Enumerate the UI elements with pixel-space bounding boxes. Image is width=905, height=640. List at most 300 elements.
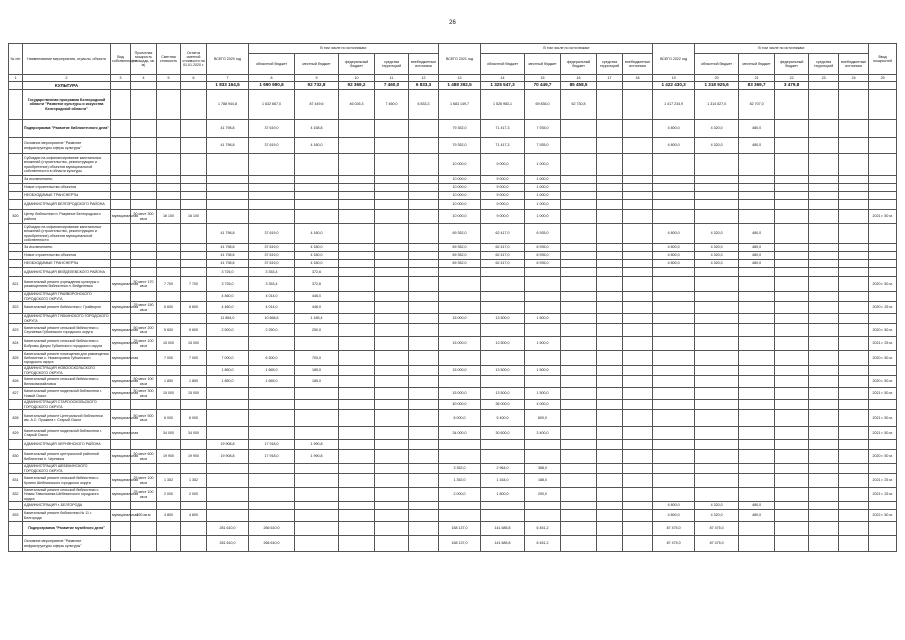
table-cell: 446,0 [295,292,339,302]
table-cell [111,292,131,302]
table-cell: 158 137,0 [439,522,481,536]
table-cell: 50 мест 300 кв.м [131,388,157,400]
table-cell [9,200,23,210]
table-cell: 87 475,0 [695,536,739,552]
table-cell [9,176,23,184]
table-cell [561,427,597,440]
table-cell [739,410,775,427]
table-cell [739,277,775,292]
table-cell: 5 400,0 [481,410,525,427]
table-cell [775,224,809,244]
table-cell [339,376,375,388]
row-name-cell: АДМИНИСТРАЦИЯ ШЕБЕКИНСКОГО ГОРОДСКОГО ОКРУГА [23,464,111,474]
table-cell [597,324,623,337]
table-cell [839,244,869,252]
table-cell [9,224,23,244]
table-cell [481,324,525,337]
table-cell: 185,0 [295,366,339,376]
table-cell: 5 600 [157,324,181,337]
table-cell [111,400,131,410]
table-cell [775,200,809,210]
table-cell [839,277,869,292]
table-cell [561,210,597,224]
table-cell: 6 935,0 [525,224,561,244]
table-cell: 9 000,0 [481,210,525,224]
table-cell [295,154,339,176]
table-cell [339,337,375,351]
table-cell [623,200,653,210]
column-number: 25 [869,75,897,82]
table-cell [809,252,839,260]
table-cell [157,314,181,324]
table-cell: 480,0 [739,224,775,244]
table-cell: 2 000,0 [439,488,481,502]
table-cell: 2021 г. 25 м. [869,488,897,502]
table-cell [597,90,623,120]
table-cell [597,224,623,244]
table-cell [561,488,597,502]
table-cell [111,522,131,536]
table-cell [207,154,249,176]
table-cell [409,510,439,522]
table-cell [695,400,739,410]
table-cell [623,268,653,277]
table-cell [111,268,131,277]
table-cell [409,337,439,351]
table-cell [9,464,23,474]
table-cell [339,260,375,268]
table-cell [809,210,839,224]
table-cell [809,324,839,337]
table-cell [181,200,207,210]
table-cell [295,200,339,210]
row-name-cell: Центр библиотеки п. Разумное Белгородского района [23,210,111,224]
table-cell [775,388,809,400]
table-cell [839,376,869,388]
table-row [9,302,897,314]
table-cell [157,82,181,90]
table-row [9,366,897,376]
table-cell [869,440,897,450]
table-cell [111,120,131,138]
table-cell [339,138,375,154]
table-cell: 10 668,6 [249,314,295,324]
table-cell: 19 908,8 [207,440,249,450]
column-number: 23 [809,75,839,82]
table-cell [561,138,597,154]
table-cell [623,184,653,192]
table-cell: 9 000,0 [481,176,525,184]
table-cell [409,400,439,410]
table-cell [525,277,561,292]
table-cell [375,277,409,292]
table-cell: 2 964,0 [481,464,525,474]
table-cell: 1 500,0 [525,388,561,400]
table-cell [597,536,623,552]
table-cell: 82 707,0 [739,90,775,120]
table-cell [653,400,695,410]
table-cell: 141 685,8 [481,522,525,536]
table-cell: 826 [9,376,23,388]
table-cell [561,184,597,192]
table-cell [597,252,623,260]
table-cell [775,427,809,440]
table-cell [339,502,375,510]
table-cell [375,488,409,502]
table-cell [597,464,623,474]
table-cell [839,176,869,184]
table-row [9,536,897,552]
table-cell [249,502,295,510]
table-cell: 158 137,0 [439,536,481,552]
table-cell [597,200,623,210]
column-number: 1 [9,75,23,82]
table-cell [775,510,809,522]
table-cell: 388,0 [525,464,561,474]
table-cell: 69 352,0 [439,224,481,244]
table-cell [375,522,409,536]
table-cell [339,366,375,376]
column-header: Остаток сметной стоимости на 01.01.2020 г. [181,44,207,75]
table-cell [409,260,439,268]
table-cell: 37 619,0 [249,138,295,154]
table-cell: 1 526 983,1 [481,90,525,120]
table-cell [295,184,339,192]
table-cell [695,210,739,224]
table-cell [439,292,481,302]
table-row [9,427,897,440]
table-cell [131,314,157,324]
table-cell: 37 619,0 [249,120,295,138]
table-cell [409,277,439,292]
table-cell [839,260,869,268]
table-cell [525,268,561,277]
table-cell: 266 610,0 [249,536,295,552]
table-cell [111,536,131,552]
table-cell: 2021 г. 50 м. [869,388,897,400]
table-cell: 2020 г. 50 м. [869,376,897,388]
table-cell: 19 900 [157,450,181,464]
table-cell: 250,0 [295,324,339,337]
table-cell: 1 850,0 [207,366,249,376]
table-row [9,210,897,224]
table-cell: 7 000,0 [207,351,249,366]
table-cell [181,400,207,410]
table-cell: 4 320,0 [695,502,739,510]
table-cell [339,440,375,450]
table-cell [111,314,131,324]
table-cell [375,427,409,440]
table-cell: 7 935,0 [525,120,561,138]
table-cell [653,176,695,184]
table-cell: 15 000 [157,337,181,351]
table-cell [207,510,249,522]
table-cell [339,154,375,176]
table-cell [597,440,623,450]
table-cell [295,410,339,427]
table-cell [775,410,809,427]
table-cell [181,522,207,536]
table-cell: 37 619,0 [249,224,295,244]
table-cell [623,410,653,427]
table-cell [409,252,439,260]
column-header: федеральный бюджет [775,54,809,75]
table-cell: 3 352,0 [439,464,481,474]
table-cell [623,388,653,400]
table-cell [375,536,409,552]
table-cell [695,488,739,502]
table-cell [739,324,775,337]
table-cell [9,244,23,252]
table-cell: 7 000 [157,351,181,366]
table-cell: 2021 г. 50 м. [869,427,897,440]
row-name-cell: АДМИНИСТРАЦИЯ г. БЕЛГОРОДА [23,502,111,510]
table-cell [181,260,207,268]
table-cell [775,292,809,302]
table-cell [809,522,839,536]
table-cell [623,450,653,464]
table-cell [597,82,623,90]
table-cell [775,488,809,502]
table-cell [409,244,439,252]
table-cell: 6 300,0 [249,351,295,366]
table-cell: 6 451,2 [525,536,561,552]
table-cell [181,366,207,376]
table-cell [869,184,897,192]
column-header: Вид собственности [111,44,131,75]
table-cell [739,464,775,474]
table-cell [839,366,869,376]
column-number: 5 [157,75,181,82]
table-row [9,410,897,427]
table-cell: 17 918,0 [249,440,295,450]
table-cell [9,536,23,552]
table-cell [739,351,775,366]
row-name-cell: АДМИНИСТРАЦИЯ СТАРООСКОЛЬСКОГО ГОРОДСКОГО ОКРУГА [23,400,111,410]
table-cell [157,260,181,268]
table-cell [561,224,597,244]
table-cell [131,184,157,192]
table-cell: 10 000,0 [439,200,481,210]
row-name-cell: Капитальный ремонт учреждения культуры с размещением библиотеки п. Вейделевка [23,277,111,292]
table-cell [409,138,439,154]
column-number: 2 [23,75,111,82]
table-cell [481,292,525,302]
table-cell [439,502,481,510]
table-cell [375,210,409,224]
table-row [9,277,897,292]
table-cell [525,324,561,337]
row-name-cell: Основное мероприятие "Развитие инфраструктуры сферы культуры" [23,138,111,154]
table-cell [481,440,525,450]
table-cell [207,337,249,351]
table-cell: 37 619,0 [249,244,295,252]
table-cell [869,400,897,410]
row-name-cell: Капитальный ремонт сельской библиотеки с. Новая Таволжанка Шебекинского городского округа [23,488,111,502]
table-cell: 10 000,0 [439,154,481,176]
table-cell: 6 000 [157,410,181,427]
table-row [9,260,897,268]
table-cell [775,351,809,366]
table-cell: 41 798,8 [207,120,249,138]
table-cell: 30 600,0 [481,427,525,440]
table-cell: 25 мест 100 кв.м [131,337,157,351]
table-cell [295,176,339,184]
table-cell [409,120,439,138]
table-cell: 36 000,0 [481,400,525,410]
table-cell [869,224,897,244]
table-cell: 6 000 [181,410,207,427]
page-number: 26 [449,20,456,26]
table-cell [375,324,409,337]
table-cell [295,337,339,351]
table-cell [653,427,695,440]
table-cell [409,324,439,337]
table-cell: 1 800,0 [481,488,525,502]
table-cell [9,268,23,277]
table-cell: 1 683 149,7 [439,90,481,120]
table-cell [181,244,207,252]
table-cell [481,376,525,388]
table-cell: 37 619,0 [249,260,295,268]
table-cell: 446,0 [295,302,339,314]
table-cell [409,210,439,224]
table-cell [207,464,249,474]
table-cell [623,351,653,366]
table-cell [481,510,525,522]
table-cell: 4 320,0 [695,138,739,154]
table-cell [9,400,23,410]
table-cell [775,337,809,351]
table-cell [111,90,131,120]
table-cell [409,154,439,176]
table-cell [295,502,339,510]
table-cell: 824 [9,337,23,351]
table-cell [809,450,839,464]
table-cell: 87 475,0 [653,522,695,536]
table-cell: 281 610,0 [207,522,249,536]
table-cell [775,450,809,464]
table-cell [775,440,809,450]
table-cell [653,314,695,324]
table-cell [409,224,439,244]
table-cell: 1 850 [181,376,207,388]
table-cell: 9 000,0 [481,184,525,192]
column-number: 7 [207,75,249,82]
table-cell [375,244,409,252]
table-cell: 2020 г. 50 м. [869,450,897,464]
table-cell [481,268,525,277]
table-cell [157,154,181,176]
row-name-cell: Подпрограмма "Развитие музейного дела" [23,522,111,536]
table-cell [839,474,869,488]
table-cell: 71 417,3 [481,138,525,154]
table-cell [207,400,249,410]
row-name-cell: Государственная программа Белгородской области "Развитие культуры и искусства Белгородской области" [23,90,111,120]
table-cell [561,400,597,410]
column-header: ВСЕГО 2020 год [207,44,249,75]
table-cell: 4 800,0 [653,260,695,268]
table-cell [739,176,775,184]
table-cell [869,292,897,302]
column-header: внебюджетные источники [623,54,653,75]
table-cell: 1 990,8 [295,440,339,450]
table-cell: 50 мест 100 кв.м [131,376,157,388]
column-header: Проектная мощность (площадь, кв. м) [131,44,157,75]
table-cell [375,252,409,260]
table-cell [409,302,439,314]
table-cell [839,510,869,522]
table-cell: 34 000,0 [439,427,481,440]
column-number: 8 [249,75,295,82]
table-cell: 700,0 [295,351,339,366]
table-cell: 822 [9,302,23,314]
table-cell [339,314,375,324]
table-cell: 4 800,0 [653,120,695,138]
table-body [9,82,897,552]
table-cell [623,510,653,522]
table-cell [207,192,249,200]
table-cell: 4 180,0 [295,244,339,252]
table-cell: 15 000 [157,388,181,400]
table-cell [839,292,869,302]
table-cell [561,502,597,510]
table-cell [839,337,869,351]
table-cell [561,200,597,210]
table-cell [295,427,339,440]
table-cell [809,400,839,410]
table-cell [597,302,623,314]
table-cell: 16 100 [157,210,181,224]
table-cell [409,314,439,324]
table-cell [207,488,249,502]
table-cell [561,388,597,400]
table-cell [409,366,439,376]
table-cell [695,464,739,474]
table-cell [525,440,561,450]
table-cell [207,184,249,192]
table-row [9,464,897,474]
table-cell [775,260,809,268]
table-cell [739,427,775,440]
row-name-cell: Капитальный ремонт модельной библиотеки г. Старый Оскол [23,427,111,440]
column-number: 11 [375,75,409,82]
table-cell [809,184,839,192]
table-cell [111,464,131,474]
table-cell [375,337,409,351]
table-cell: 6 600 [181,302,207,314]
table-cell: 62 417,0 [481,260,525,268]
table-cell [869,268,897,277]
table-cell [131,120,157,138]
column-number: 6 [181,75,207,82]
table-cell [597,522,623,536]
table-cell [409,502,439,510]
row-name-cell: Новое строительство объектов [23,252,111,260]
table-cell: 1 352,0 [439,474,481,488]
table-cell [839,314,869,324]
table-cell [623,260,653,268]
row-name-cell: Основное мероприятие "Развитие инфраструктуры сферы культуры" [23,536,111,552]
row-name-cell: Капитальный ремонт сельской библиотеки с. Сергиевка Губкинского городского округа [23,324,111,337]
table-cell [339,450,375,464]
row-name-cell: Капитальный ремонт центральной районной библиотеки п. Чернянка [23,450,111,464]
table-cell [181,138,207,154]
table-cell: 1 665,0 [249,376,295,388]
table-cell [157,138,181,154]
column-header: федеральный бюджет [339,54,375,75]
column-header: Сметная стоимость [157,44,181,75]
